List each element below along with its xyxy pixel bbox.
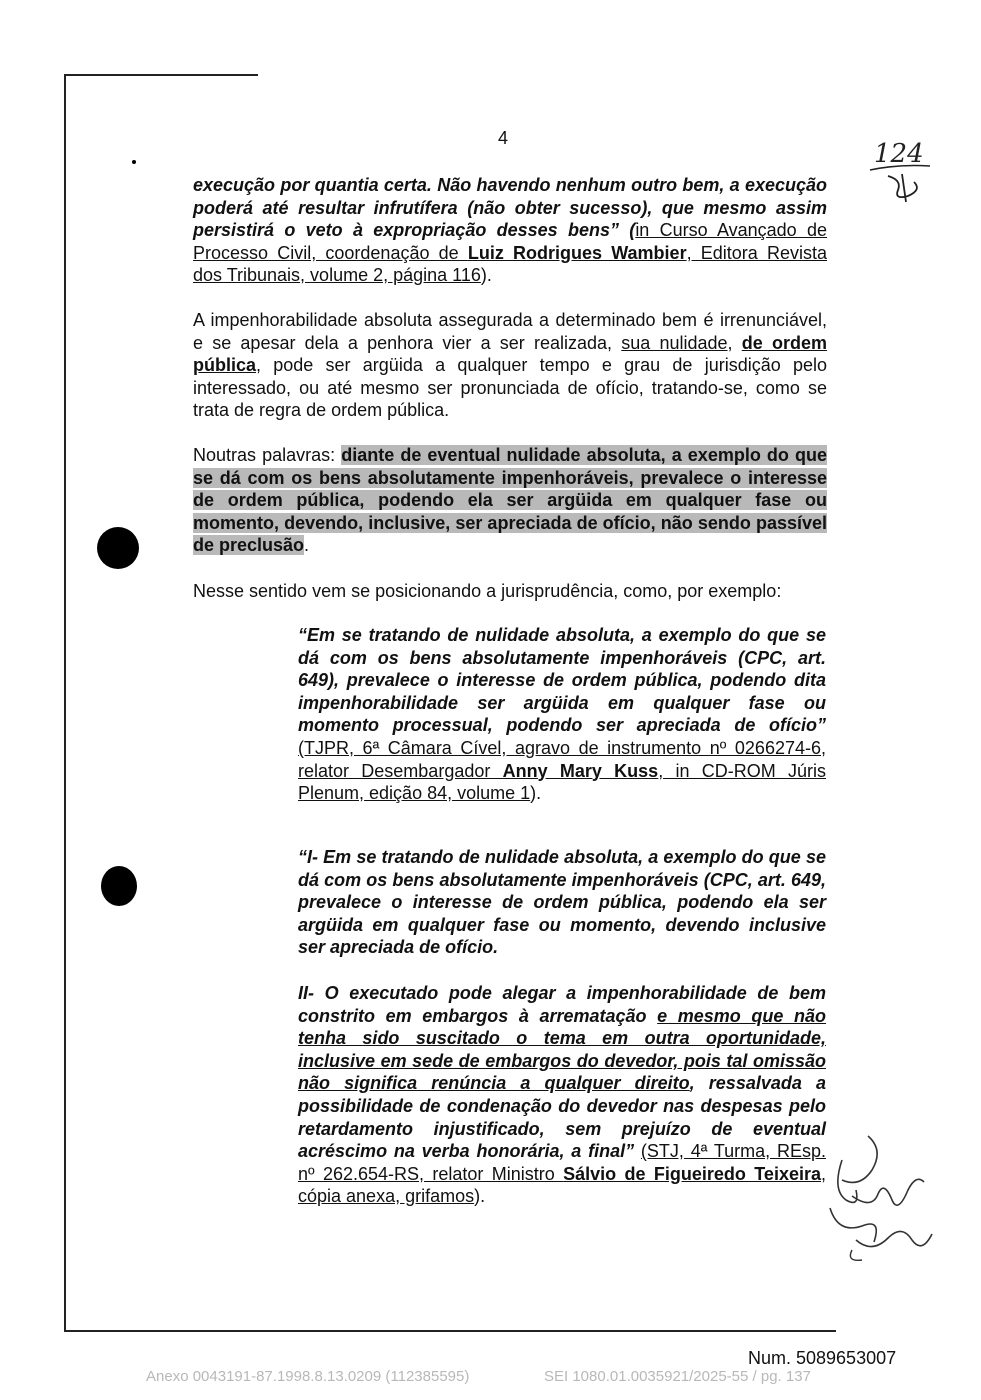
minister-name: Sálvio de Figueiredo Teixeira (563, 1163, 821, 1184)
punch-hole (97, 527, 139, 569)
source-reference: , in CD-ROM Júris Plenum, edição 84, volume 1 (298, 760, 826, 804)
punch-hole (101, 866, 137, 906)
separator: , (727, 332, 742, 353)
frame-left-line (64, 74, 66, 1332)
page-number: 4 (498, 128, 509, 148)
highlighted-text: diante de eventual nulidade absoluta, a exemplo do que se dá com os bens absolutamente impenhoráveis, prevalece o interesse de ordem pública, podendo ela ser argüida em qualquer fase ou momento, devendo, inclusive, ser apreciada de ofício, não sendo passível de preclusão (193, 445, 827, 556)
judge-name: Anny Mary Kuss (502, 760, 659, 781)
paragraph-end: . (304, 535, 310, 556)
jurisprudence-quote-1 (298, 624, 826, 805)
in-word: in (635, 220, 650, 241)
bold-underlined-phrase: de ordem pública (193, 332, 827, 376)
speck (132, 160, 136, 164)
document-number: Num. 5089653007 (748, 1348, 897, 1368)
source-reference: , cópia anexa, grifamos (298, 1163, 826, 1207)
handwritten-signature (812, 1130, 942, 1270)
paragraph-citation-end (193, 174, 827, 287)
quote-end: ). (474, 1186, 486, 1207)
paragraph-noutras-palavras (193, 444, 827, 557)
quote-text: II- O executado pode alegar a impenhorabilidade de bem constrito em embargos à arrematação (298, 983, 826, 1026)
paragraph-jurisprudencia: Nesse sentido vem se posicionando a jurisprudência, como, por exemplo: (193, 581, 782, 601)
book-reference: Curso Avançado de Processo Civil, coordenação de (193, 220, 828, 263)
publisher-reference: , Editora Revista dos Tribunais, volume 2, página 116 (193, 242, 827, 286)
jurisprudence-quote-2 (298, 846, 826, 959)
quote-text: “I- Em se tratando de nulidade absoluta, a exemplo do que se dá com os bens absolutamente impenhoráveis (CPC, art. 649, prevalece o interesse de ordem pública, podendo ela ser argüida em qualquer fase ou momento, devendo inclusive ser apreciada de ofício. (298, 847, 826, 958)
paragraph-impenhorabilidade (193, 309, 827, 422)
paragraph-end: ). (480, 265, 492, 286)
lead-text: Noutras palavras: (193, 445, 342, 465)
separator (634, 1141, 641, 1161)
underlined-quote-text: e mesmo que não tenha sido suscitado o tema em outra oportunidade, inclusive em sede de embargos do devedor, pois tal omissão não significa renúncia a qualquer direito (298, 1005, 826, 1094)
footer-annex: Anexo 0043191-87.1998.8.13.0209 (112385595) (146, 1368, 470, 1385)
quote-end: ). (530, 783, 542, 804)
paragraph-text: , pode ser argüida a qualquer tempo e grau de jurisdição pelo interessado, ou até mesmo ser pronunciada de ofício, tratando-se, como se trata de regra de ordem pública. (193, 355, 827, 421)
folio-mark (868, 128, 938, 208)
italic-quote-text: execução por quantia certa. Não havendo nenhum outro bem, a execução poderá até resultar infrutífera (não obter sucesso), que mesmo assim persistirá o veto à expropriação desses bens (193, 175, 827, 241)
paragraph-text: A impenhorabilidade absoluta assegurada a determinado bem é irrenunciável, e se apesar dela a penhora vier a ser realizada, (193, 310, 827, 353)
footer-sei: SEI 1080.01.0035921/2025-55 / pg. 137 (544, 1368, 811, 1385)
court-reference: (STJ, 4ª Turma, REsp. nº 262.654-RS, relator Ministro (298, 1141, 826, 1184)
author-name: Luiz Rodrigues Wambier (467, 242, 687, 263)
court-reference: (TJPR, 6ª Câmara Cível, agravo de instrumento nº 0266274-6, relator Desembargador (298, 737, 826, 781)
frame-bottom-line (64, 1330, 836, 1332)
quote-text: “Em se tratando de nulidade absoluta, a exemplo do que se dá com os bens absolutamente impenhoráveis (CPC, art. 649), prevalece o interesse de ordem pública, podendo dita impenhorabilidade ser argüida em qualquer fase ou momento processual, podendo ser apreciada de ofício” (298, 625, 826, 736)
quote-text: , ressalvada a possibilidade de condenação do devedor nas despesas pelo retardamento injustificado, sem prejuízo de eventual acréscimo na verba honorária, a final” (298, 1073, 826, 1162)
jurisprudence-quote-3 (298, 982, 826, 1208)
underlined-phrase: sua nulidade (621, 332, 728, 353)
quote-close: ” ( (610, 220, 636, 241)
folio-number: 124 (874, 139, 924, 169)
frame-top-line (64, 74, 258, 76)
